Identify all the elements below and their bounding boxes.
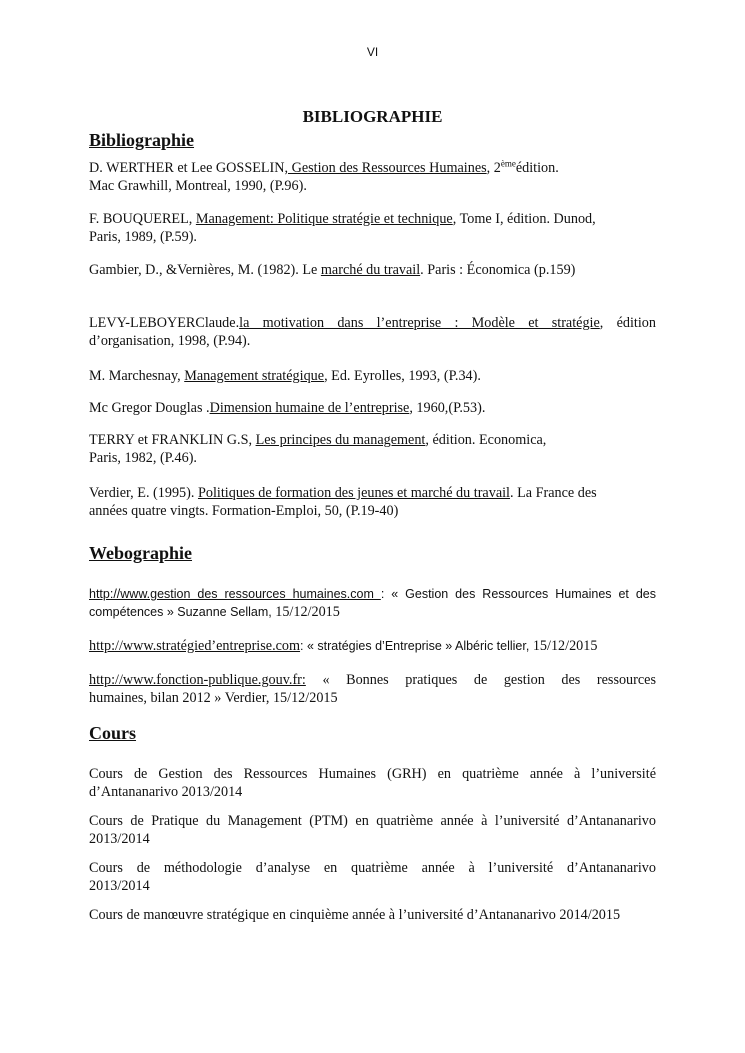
course-entry: Cours de Pratique du Management (PTM) en quatrième année à l’université d’Antananarivo 2013/2014 xyxy=(89,813,656,847)
website-link[interactable]: http://www.fonction-publique.gouv.fr: xyxy=(89,672,306,688)
webography-entry: http://www.gestion des ressources humaines.com : « Gestion des Ressources Humaines et des compétences » Suzanne Sellam, 15/12/2015 xyxy=(89,587,656,620)
bibliography-entry: LEVY-LEBOYERClaude.la motivation dans l’entreprise : Modèle et stratégie, édition d’organisation, 1998, (P.94). xyxy=(89,315,656,349)
courses-heading: Cours xyxy=(89,723,137,743)
bibliography-entry: Mc Gregor Douglas .Dimension humaine de l’entreprise, 1960,(P.53). xyxy=(89,400,486,416)
website-link[interactable]: http://www.stratégied’entreprise.com xyxy=(89,638,301,654)
bibliography-entry: F. BOUQUEREL, Management: Politique stratégie et technique, Tome I, édition. Dunod, Paris, 1989, (P.59). xyxy=(89,211,596,245)
course-entry: Cours de manœuvre stratégique en cinquième année à l’université d’Antananarivo 2014/2015 xyxy=(89,907,621,923)
webography-heading: Webographie xyxy=(89,543,193,563)
bibliography-entry: Verdier, E. (1995). Politiques de formation des jeunes et marché du travail. La France des années quatre vingts. Formation-Emploi, 50, (P.19-40) xyxy=(89,485,597,519)
course-entry: Cours de Gestion des Ressources Humaines (GRH) en quatrième année à l’université d’Antananarivo 2013/2014 xyxy=(89,766,656,800)
page-title: BIBLIOGRAPHIE xyxy=(302,107,443,126)
bibliography-entry: D. WERTHER et Lee GOSSELIN, Gestion des Ressources Humaines, 2èmeédition. Mac Grawhill, Montreal, 1990, (P.96). xyxy=(89,158,559,194)
bibliography-entry: TERRY et FRANKLIN G.S, Les principes du management, édition. Economica, Paris, 1982, (P.46). xyxy=(89,432,547,466)
webography-entry: http://www.fonction-publique.gouv.fr: « Bonnes pratiques de gestion des ressources humaines, bilan 2012 » Verdier, 15/12/2015 xyxy=(89,672,656,706)
website-link[interactable]: http://www.gestion des ressources humaines.com xyxy=(89,587,381,601)
course-entry: Cours de méthodologie d’analyse en quatrième année à l’université d’Antananarivo 2013/2014 xyxy=(89,860,656,894)
bibliography-entry: M. Marchesnay, Management stratégique, Ed. Eyrolles, 1993, (P.34). xyxy=(89,368,481,384)
page-number: VI xyxy=(366,45,379,59)
webography-entry: http://www.stratégied’entreprise.com: « stratégies d’Entreprise » Albéric tellier, 15/12/2015 xyxy=(89,638,598,654)
bibliography-heading: Bibliographie xyxy=(89,130,195,150)
bibliography-entry: Gambier, D., &Vernières, M. (1982). Le marché du travail. Paris : Économica (p.159) xyxy=(89,262,576,278)
